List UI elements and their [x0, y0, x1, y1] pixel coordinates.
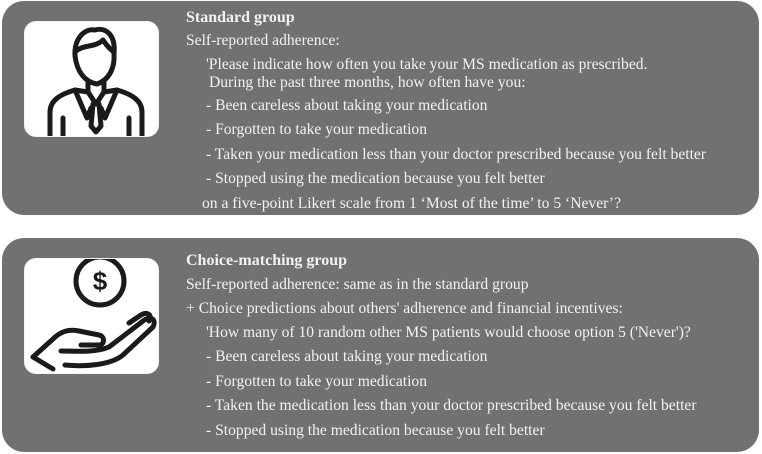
dollar-symbol: $: [92, 266, 108, 296]
standard-scale-text: on a five-point Likert scale from 1 ‘Most of the time’ to 5 ‘Never’?: [202, 195, 622, 212]
choice-item: - Taken the medication less than your doctor prescribed because you felt better: [206, 397, 697, 414]
standard-icon-frame: [24, 21, 159, 137]
standard-item: - Been careless about taking your medication: [206, 97, 488, 114]
businessman-icon: [25, 22, 158, 136]
choice-matching-group-panel: [2, 238, 759, 452]
choice-item: - Forgotten to take your medication: [206, 373, 428, 390]
standard-item: - Forgotten to take your medication: [206, 121, 428, 138]
choice-icon-frame: [24, 258, 159, 374]
choice-plus-line: + Choice predictions about others' adherence and financial incentives:: [186, 300, 623, 317]
choice-subtitle: Self-reported adherence: same as in the standard group: [186, 276, 529, 293]
standard-question-line1: 'Please indicate how often you take your MS medication as prescribed.: [206, 56, 648, 73]
choice-question: 'How many of 10 random other MS patients would choose option 5 ('Never')?: [206, 324, 691, 341]
standard-item: - Taken your medication less than your doctor prescribed because you felt better: [206, 146, 707, 163]
standard-item: - Stopped using the medication because you felt better: [206, 170, 545, 187]
choice-group-title: Choice-matching group: [186, 252, 348, 269]
standard-group-panel: [2, 1, 759, 215]
hand-holding-coin-icon: [25, 259, 158, 373]
standard-subtitle: Self-reported adherence:: [186, 32, 340, 49]
choice-item: - Been careless about taking your medication: [206, 348, 488, 365]
standard-question-line2: During the past three months, how often have you:: [209, 74, 526, 91]
choice-item: - Stopped using the medication because you felt better: [206, 422, 545, 439]
standard-group-title: Standard group: [186, 9, 295, 26]
